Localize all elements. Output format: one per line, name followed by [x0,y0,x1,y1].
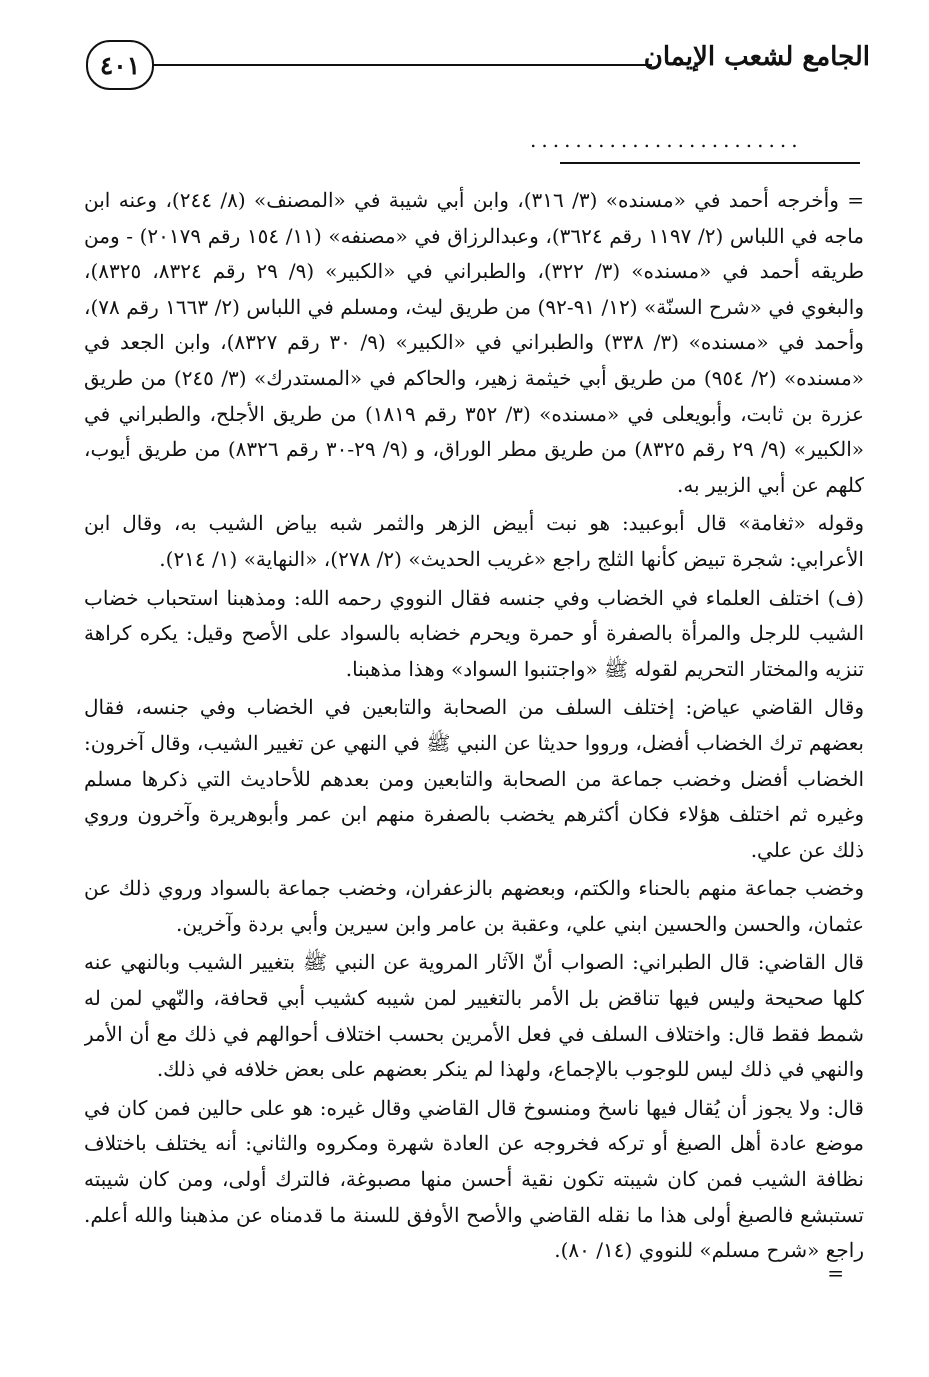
footnote-paragraph: قال القاضي: قال الطبراني: الصواب أنّ الآثار المروية عن النبي ﷺ بتغيير الشيب وبالنهي عنه كلها صحيحة وليس فيها تناقض بل الأمر بالتغيير لمن شيبه كشيب أبي قحافة، والنّهي لمن له شمط فقط قال: واختلاف السلف في فعل الأمرين بحسب اختلاف أحوالهم في ذلك مع أن الأمر والنهي في ذلك ليس للوجوب بالإجماع، ولهذا لم ينكر بعضهم على بعض خلافه في ذلك. [84,950,864,1082]
footnote-paragraph: = وأخرجه أحمد في «مسنده» (٣/ ٣١٦)، وابن أبي شيبة في «المصنف» (٨/ ٢٤٤)، وعنه ابن ماجه في اللباس (٢/ ١١٩٧ رقم ٣٦٢٤)، وعبدالرزاق في «مصنفه» (١١/ ١٥٤ رقم ٢٠١٧٩) - ومن طريقه أحمد في «مسنده» (٣/ ٣٢٢)، والطبراني في «الكبير» (٩/ ٢٩ رقم ٨٣٢٤، ٨٣٢٥)، والبغوي في «شرح السنّة» (١٢/ ٩١-٩٢) من طريق ليث، ومسلم في اللباس (٢/ ١٦٦٣ رقم ٧٨)، وأحمد في «مسنده» (٣/ ٣٣٨) والطبراني في «الكبير» (٩/ ٣٠ رقم ٨٣٢٧)، وابن الجعد في «مسنده» (٢/ ٩٥٤) من طريق أبي خيثمة زهير، والحاكم في «المستدرك» (٣/ ٢٤٥) من طريق عزرة بن ثابت، وأبويعلى في «مسنده» (٣/ ٣٥٢ رقم ١٨١٩) من طريق الأجلح، والطبراني في «الكبير» (٩/ ٢٩ رقم ٨٣٢٥) من طريق مطر الوراق، و (٩/ ٢٩-٣٠ رقم ٨٣٢٦) من طريق أيوب، كلهم عن أبي الزبير به. [84,188,864,497]
page-header [80,36,870,98]
footnote-paragraph: وخضب جماعة منهم بالحناء والكتم، وبعضهم بالزعفران، وخضب جماعة بالسواد وروي ذلك عن عثمان، والحسن والحسين ابني علي، وعقبة بن عامر وابن سيرين وأبي بردة وآخرين. [84,876,864,936]
header-rule [152,64,652,66]
footnote-paragraph: وقوله «ثغامة» قال أبوعبيد: هو نبت أبيض الزهر والثمر شبه بياض الشيب به، وقال ابن الأعرابي: شجرة تبيض كأنها الثلج راجع «غريب الحديث» (٢/ ٢٧٨)، «النهاية» (١/ ٢١٤). [84,511,864,571]
page-number: ٤٠١ [86,40,154,90]
footnote-text [84,183,864,1293]
separator-dots: ........................ [530,128,803,152]
footnote-paragraph: قال: ولا يجوز أن يُقال فيها ناسخ ومنسوخ قال القاضي وقال غيره: هو على حالين فمن كان في موضع عادة أهل الصبغ أو تركه فخروجه عن العادة شهرة ومكروه والثاني: أنه يختلف باختلاف نظافة الشيب فمن كان شيبته تكون نقية أحسن منها مصبوغة، فالترك أولى، ومن كان شيبته تستبشع فالصبغ أولى هذا ما نقله القاضي والأصح الأوفق للسنة ما قدمناه عن مذهبنا والله أعلم. راجع «شرح مسلم» للنووي (١٤/ ٨٠). [84,1095,864,1263]
footnote-paragraph: (ف) اختلف العلماء في الخضاب وفي جنسه فقال النووي رحمه الله: ومذهبنا استحباب خضاب الشيب للرجل والمرأة بالصفرة أو حمرة ويحرم خضابه بالسواد على الأصح وقيل: يكره كراهة تنزيه والمختار التحريم لقوله ﷺ «واجتنبوا السواد» وهذا مذهبنا. [84,585,864,681]
running-title: الجامع لشعب الإيمان [643,42,870,72]
continuation-mark: = [827,1260,844,1285]
footnote-separator [560,162,860,164]
footnote-paragraph: وقال القاضي عياض: إختلف السلف من الصحابة والتابعين في الخضاب وفي جنسه، فقال بعضهم ترك الخضاب أفضل، ورووا حديثا عن النبي ﷺ في النهي عن تغيير الشيب، وقال آخرون: الخضاب أفضل وخضب جماعة من الصحابة والتابعين ومن بعدهم للأحاديث التي ذكرها مسلم وغيره ثم اختلف هؤلاء فكان أكثرهم يخضب بالصفرة منهم ابن عمر وأبوهريرة وآخرون وروي ذلك عن علي. [84,695,864,862]
